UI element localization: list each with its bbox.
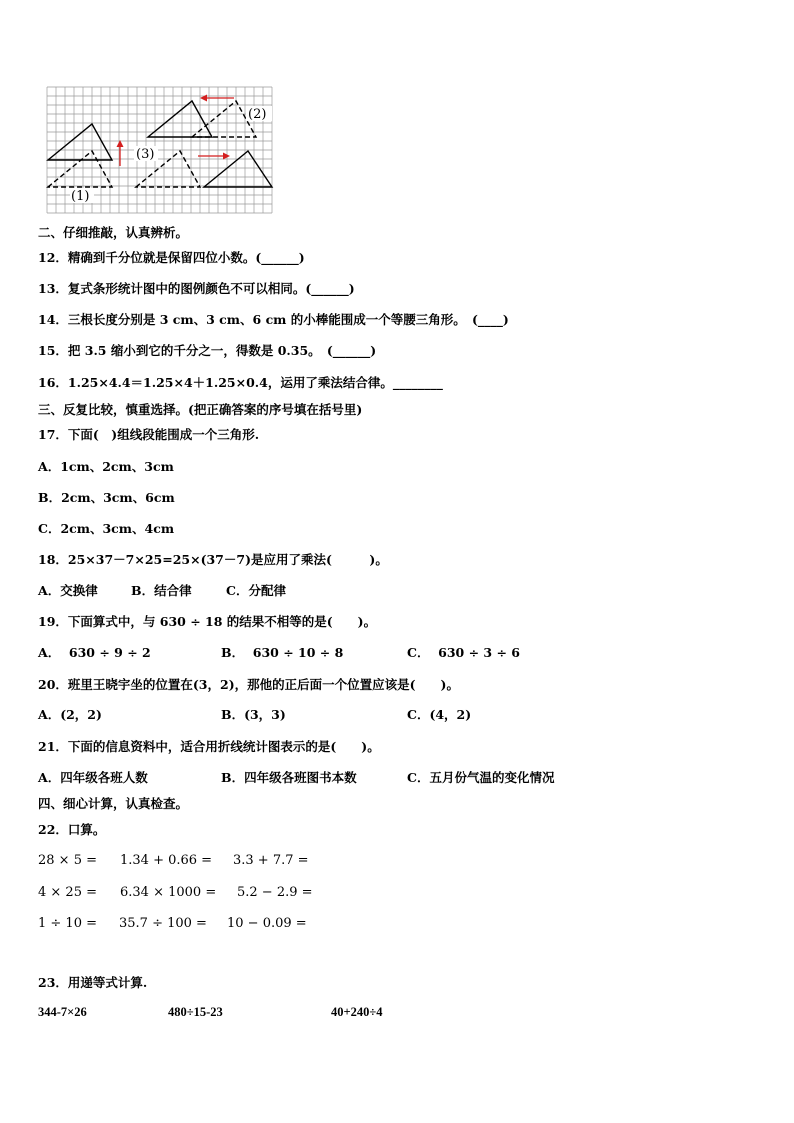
oral-calc-1-1: 28 × 5 =	[38, 853, 97, 868]
oral-calc-2-2: 6.34 × 1000 =	[120, 885, 217, 900]
question-12: 12．精确到千分位就是保留四位小数。(______)	[38, 250, 305, 265]
oral-calc-1-3: 3.3 + 7.7 =	[233, 853, 309, 868]
oral-calc-3-3: 10 − 0.09 =	[227, 916, 307, 931]
question-20-option-c: C．(4，2)	[407, 707, 472, 722]
question-17-option-b: B．2cm、3cm、6cm	[38, 490, 175, 505]
label-1: (1)	[71, 189, 90, 204]
triangle-translation-figure	[46, 86, 274, 214]
question-19-option-a: A． 630 ÷ 9 ÷ 2	[38, 645, 151, 660]
oral-calc-3-2: 35.7 ÷ 100 =	[119, 916, 207, 931]
label-3: (3)	[136, 147, 155, 162]
question-22-stem: 22．口算。	[38, 822, 106, 837]
question-21-option-b: B．四年级各班图书本数	[221, 770, 357, 785]
question-20-stem: 20．班里王晓宇坐的位置在(3，2)，那他的正后面一个位置应该是( )。	[38, 677, 459, 692]
question-18-option-c: C．分配律	[226, 583, 286, 598]
arrow-right-head-icon	[223, 153, 230, 160]
question-20-option-a: A．(2，2)	[38, 707, 102, 722]
question-21-option-a: A．四年级各班人数	[38, 770, 148, 785]
question-14: 14．三根长度分别是 3 cm、3 cm、6 cm 的小棒能围成一个等腰三角形。 (____)	[38, 312, 509, 327]
question-18-option-a: A．交换律	[38, 583, 98, 598]
question-19-stem: 19．下面算式中，与 630 ÷ 18 的结果不相等的是( )。	[38, 614, 377, 629]
question-17-option-c: C．2cm、3cm、4cm	[38, 521, 175, 536]
oral-calc-3-1: 1 ÷ 10 =	[38, 916, 97, 931]
question-19-option-b: B． 630 ÷ 10 ÷ 8	[221, 645, 344, 660]
triangle-left-solid	[48, 124, 112, 160]
question-18-stem: 18．25×37－7×25=25×(37－7)是应用了乘法( )。	[38, 552, 388, 567]
section-4-heading: 四、细心计算，认真检查。	[38, 796, 189, 811]
question-21-stem: 21．下面的信息资料中，适合用折线统计图表示的是( )。	[38, 739, 380, 754]
question-21-option-c: C．五月份气温的变化情况	[407, 770, 555, 785]
stepwise-calc-1: 344-7×26	[38, 1005, 87, 1019]
section-2-heading: 二、仔细推敲，认真辨析。	[38, 225, 189, 240]
question-20-option-b: B．(3，3)	[221, 707, 286, 722]
oral-calc-1-2: 1.34 + 0.66 =	[120, 853, 213, 868]
triangle-left-dashed	[48, 151, 112, 187]
section-3-heading: 三、反复比较，慎重选择。(把正确答案的序号填在括号里)	[38, 402, 363, 417]
stepwise-calc-3: 40+240÷4	[331, 1005, 383, 1019]
oral-calc-2-1: 4 × 25 =	[38, 885, 97, 900]
stepwise-calc-2: 480÷15-23	[168, 1005, 223, 1019]
question-13: 13．复式条形统计图中的图例颜色不可以相同。(______)	[38, 281, 355, 296]
question-19-option-c: C． 630 ÷ 3 ÷ 6	[407, 645, 520, 660]
question-15: 15．把 3.5 缩小到它的千分之一，得数是 0.35。 (______)	[38, 343, 377, 358]
oral-calc-2-3: 5.2 − 2.9 =	[237, 885, 313, 900]
label-2: (2)	[248, 107, 267, 122]
arrow-left-head-icon	[200, 95, 207, 102]
question-18-option-b: B．结合律	[131, 583, 192, 598]
question-16: 16．1.25×4.4＝1.25×4＋1.25×0.4，运用了乘法结合律。________	[38, 375, 443, 390]
question-23-stem: 23．用递等式计算.	[38, 975, 148, 990]
question-17-stem: 17．下面( )组线段能围成一个三角形.	[38, 427, 260, 442]
question-17-option-a: A．1cm、2cm、3cm	[38, 459, 174, 474]
triangle-top-solid	[148, 101, 212, 137]
